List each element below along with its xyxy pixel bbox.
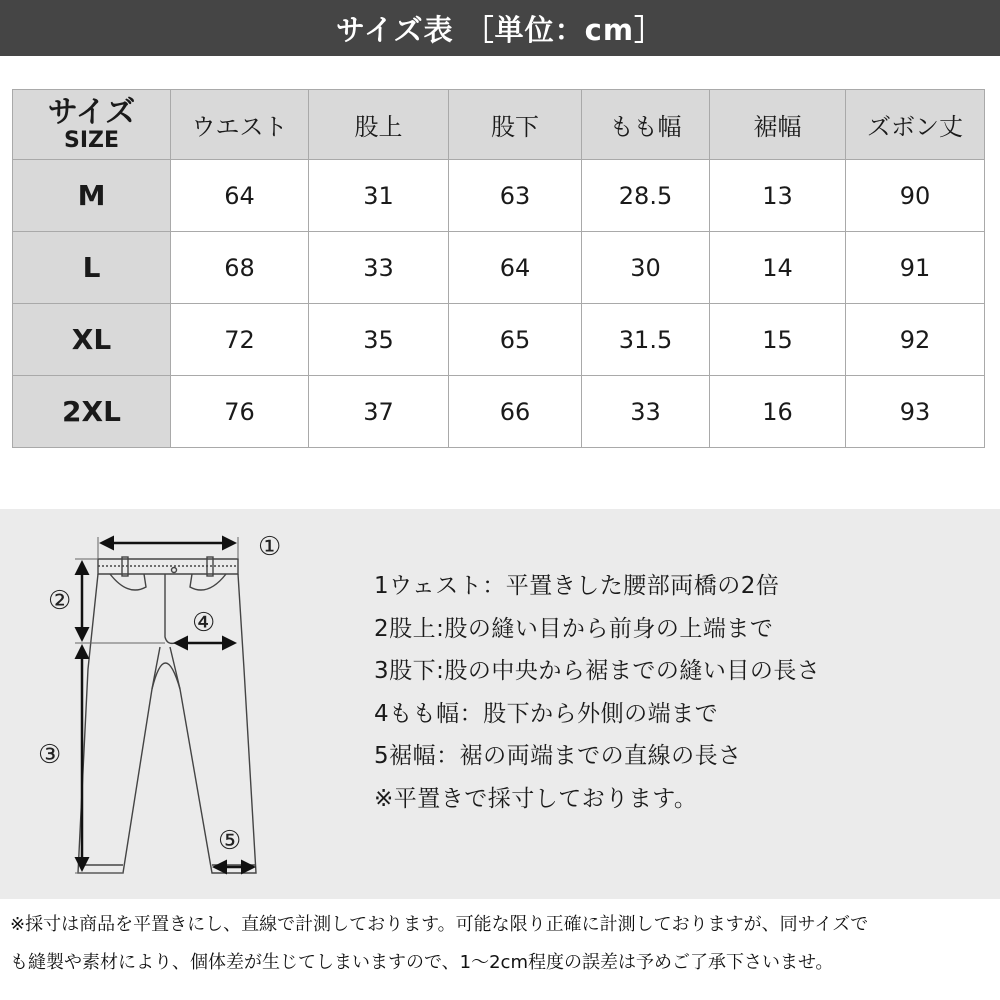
column-header-inseam: 股下 <box>449 90 582 160</box>
marker-1: ① <box>258 532 282 562</box>
instruction-inseam: 3股下:股の中央から裾までの縫い目の長さ <box>374 658 821 684</box>
table-cell: 93 <box>846 376 985 448</box>
footnote-line: ※採寸は商品を平置きにし、直線で計測しております。可能な限り正確に計測しておりますが、同サイズで <box>10 914 869 935</box>
table-cell: 35 <box>309 304 449 376</box>
measurement-guide-panel <box>0 509 1000 899</box>
table-cell: 64 <box>449 232 582 304</box>
table-cell: 31.5 <box>582 304 710 376</box>
footnote-line: も縫製や素材により、個体差が生じてしまいますので、1〜2cm程度の誤差は予めご了承下さいませ。 <box>10 952 834 973</box>
column-header-rise: 股上 <box>309 90 449 160</box>
page-title: サイズ表 ［単位：cm］ <box>0 0 1000 56</box>
instruction-waist: 1ウェスト：平置きした腰部両橋の2倍 <box>374 573 780 599</box>
table-cell: 14 <box>710 232 846 304</box>
table-row <box>13 376 985 448</box>
row-size-label: L <box>13 232 171 304</box>
table-cell: 72 <box>171 304 309 376</box>
table-cell: 66 <box>449 376 582 448</box>
table-cell: 31 <box>309 160 449 232</box>
table-cell: 76 <box>171 376 309 448</box>
table-cell: 64 <box>171 160 309 232</box>
table-row <box>13 160 985 232</box>
table-cell: 90 <box>846 160 985 232</box>
pants-measurement-diagram <box>30 519 290 889</box>
row-size-label: XL <box>13 304 171 376</box>
column-header-hem: 裾幅 <box>710 90 846 160</box>
table-cell: 13 <box>710 160 846 232</box>
table-row <box>13 304 985 376</box>
table-cell: 33 <box>582 376 710 448</box>
table-cell: 33 <box>309 232 449 304</box>
marker-5: ⑤ <box>218 826 242 856</box>
table-cell: 91 <box>846 232 985 304</box>
column-header-thigh: もも幅 <box>582 90 710 160</box>
table-cell: 15 <box>710 304 846 376</box>
table-row <box>13 232 985 304</box>
footnote <box>10 906 995 982</box>
table-cell: 65 <box>449 304 582 376</box>
measurement-instructions <box>374 565 820 820</box>
table-cell: 68 <box>171 232 309 304</box>
table-cell: 16 <box>710 376 846 448</box>
row-size-label: 2XL <box>13 376 171 448</box>
size-header-en: SIZE <box>63 127 119 153</box>
table-cell: 92 <box>846 304 985 376</box>
table-cell: 63 <box>449 160 582 232</box>
table-cell: 28.5 <box>582 160 710 232</box>
instruction-note: ※平置きで採寸しております。 <box>374 785 698 812</box>
row-size-label: M <box>13 160 171 232</box>
column-header-waist: ウエスト <box>171 90 309 160</box>
instruction-thigh: 4もも幅：股下から外側の端まで <box>374 700 719 727</box>
marker-4: ④ <box>192 608 216 638</box>
size-table <box>12 89 985 448</box>
table-cell: 37 <box>309 376 449 448</box>
marker-2: ② <box>48 586 72 616</box>
table-cell: 30 <box>582 232 710 304</box>
size-header-jp: サイズ <box>47 94 136 130</box>
instruction-rise: 2股上:股の縫い目から前身の上端まで <box>374 615 774 642</box>
table-header-row <box>13 90 985 160</box>
instruction-hem: 5裾幅：裾の両端までの直線の長さ <box>374 743 742 769</box>
size-column-header <box>13 90 171 160</box>
column-header-length: ズボン丈 <box>846 90 985 160</box>
marker-3: ③ <box>38 740 62 770</box>
